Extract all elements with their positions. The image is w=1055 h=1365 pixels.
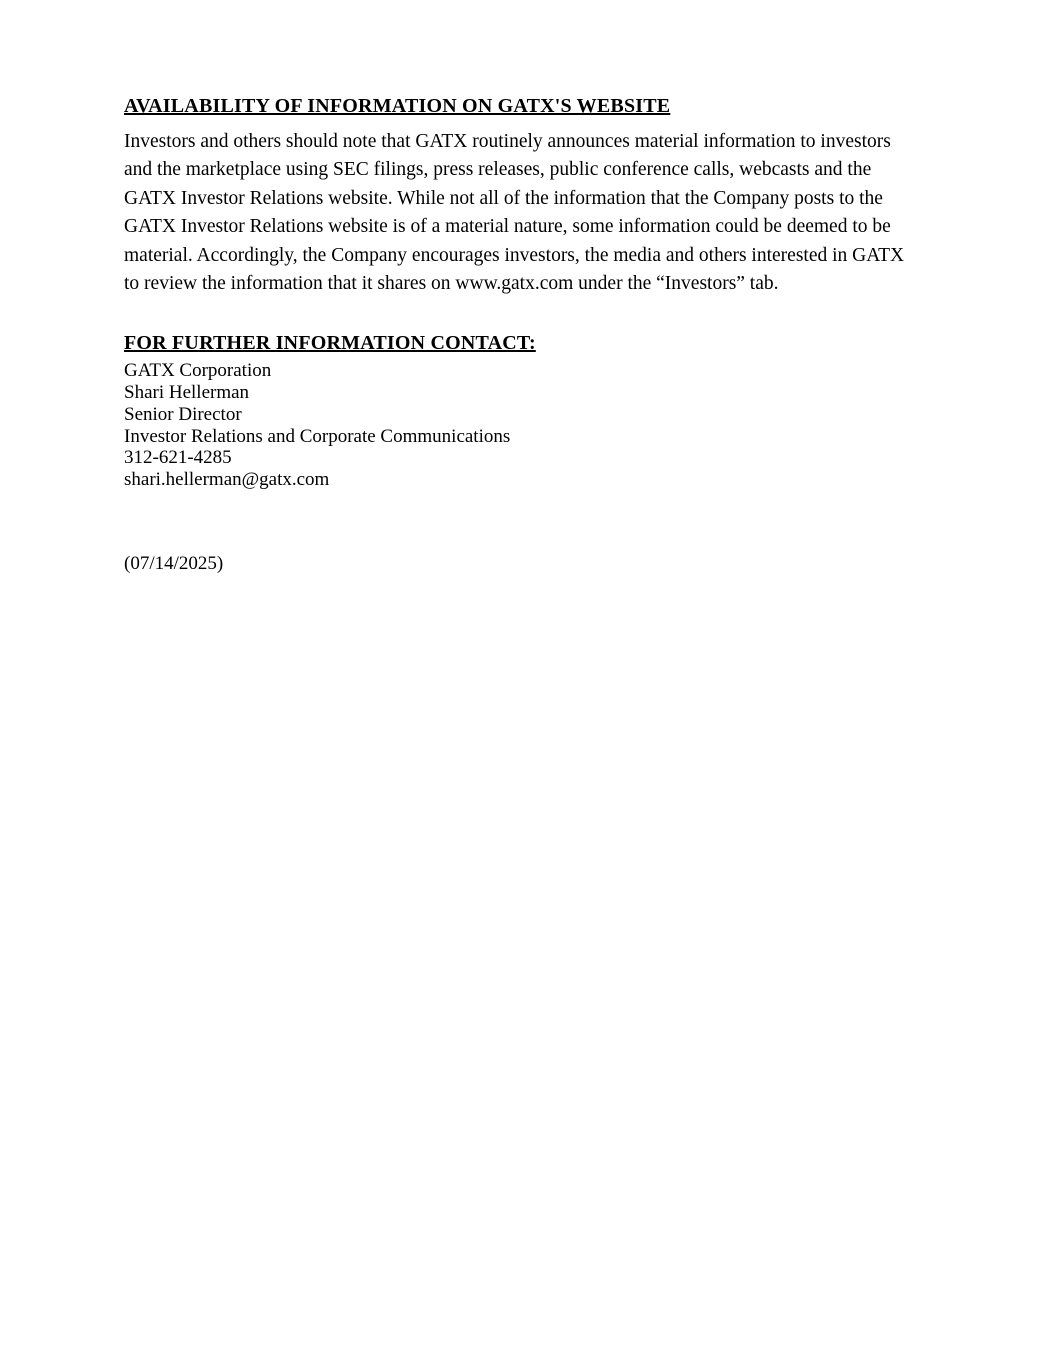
contact-department: Investor Relations and Corporate Communications (124, 425, 511, 447)
contact-email-address: shari.hellerman@gatx.com (124, 468, 330, 490)
availability-section-heading: AVAILABILITY OF INFORMATION ON GATX'S WEBSITE (124, 95, 671, 117)
document-date: (07/14/2025) (124, 553, 224, 574)
contact-phone-number: 312-621-4285 (124, 447, 232, 469)
contact-section (124, 332, 920, 490)
availability-paragraph: Investors and others should note that GATX routinely announces material information to investors and the marketplace using SEC filings, press releases, public conference calls, webcasts and the GATX Investor Relations website. While not all of the information that the Company posts to the GATX Investor Relations website is of a material nature, some information could be deemed to be material. Accordingly, the Company encourages investors, the media and others interested in GATX to review the information that it shares on www.gatx.com under the “Investors” tab. (124, 131, 905, 295)
contact-person-name: Shari Hellerman (124, 382, 250, 404)
contact-company-name: GATX Corporation (124, 360, 272, 382)
contact-person-title: Senior Director (124, 403, 242, 425)
contact-section-heading: FOR FURTHER INFORMATION CONTACT: (124, 332, 536, 355)
